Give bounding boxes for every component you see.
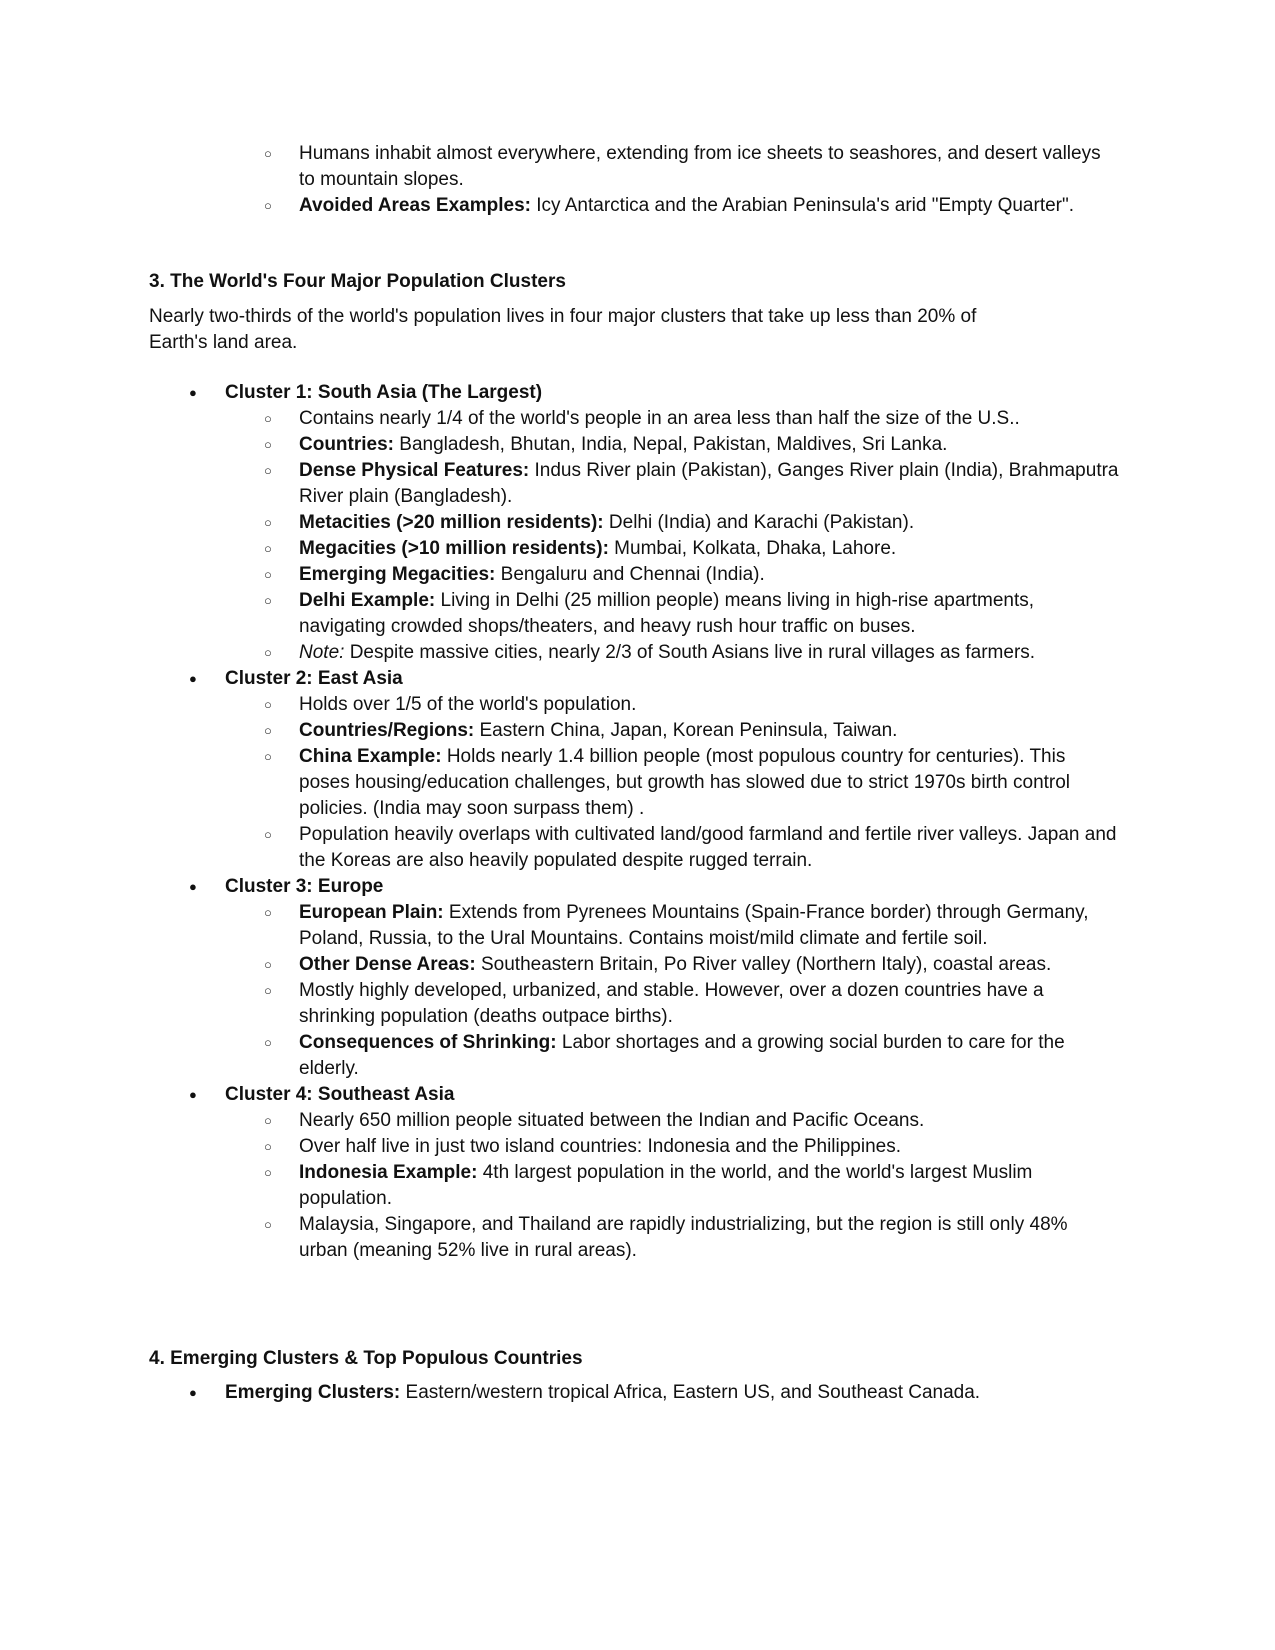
list-item: [299, 510, 1121, 536]
list-item: [299, 1134, 1121, 1160]
item-text: Nearly 650 million people situated between the Indian and Pacific Oceans.: [299, 1110, 925, 1131]
list-item: [299, 193, 1121, 219]
list-item: [299, 822, 1121, 874]
list-item: [299, 1160, 1121, 1212]
intro-paragraph: Nearly two-thirds of the world's population lives in four major clusters that take up less than 20% of Earth's land area.: [149, 306, 977, 353]
item-bold: Avoided Areas Examples:: [299, 195, 531, 216]
item-bold: Consequences of Shrinking:: [299, 1032, 557, 1053]
list-item: [299, 640, 1121, 666]
item-text: Icy Antarctica and the Arabian Peninsula's arid "Empty Quarter".: [530, 195, 1075, 216]
section-heading: 3. The World's Four Major Population Clusters: [149, 271, 566, 292]
cluster-item: [225, 666, 1275, 874]
list-item: [299, 406, 1121, 432]
list-item: [299, 900, 1121, 952]
item-bold: Other Dense Areas:: [299, 954, 476, 975]
cluster-sublist: [225, 1108, 1121, 1264]
list-item: [299, 1030, 1121, 1082]
list-item: [299, 718, 1121, 744]
item-text: Southeastern Britain, Po River valley (Northern Italy), coastal areas.: [475, 954, 1052, 975]
item-text: Living in Delhi (25 million people) means living in high-rise apartments, navigating crowded shops/theaters, and heavy rush hour traffic on buses.: [299, 590, 1035, 637]
item-bold: Countries/Regions:: [299, 720, 475, 741]
cluster-item: [225, 874, 1275, 1082]
item-text: Bengaluru and Chennai (India).: [495, 564, 765, 585]
item-text: Delhi (India) and Karachi (Pakistan).: [603, 512, 915, 533]
list-item: [299, 692, 1121, 718]
top-sublist: [0, 141, 1121, 219]
list-item: [299, 978, 1121, 1030]
item-bold: Emerging Clusters:: [225, 1382, 401, 1403]
item-text: Labor shortages and a growing social burden to care for the elderly.: [299, 1032, 1065, 1079]
item-text: Bangladesh, Bhutan, India, Nepal, Pakistan, Maldives, Sri Lanka.: [394, 434, 948, 455]
item-text: Holds nearly 1.4 billion people (most populous country for centuries). This poses housing/education challenges, but growth has slowed due to strict 1970s birth control policies. (India may soon surpass them) .: [299, 746, 1071, 819]
list-item: [299, 952, 1121, 978]
item-bold: Dense Physical Features:: [299, 460, 530, 481]
cluster-title: ● Cluster 3: Europe: [225, 874, 1275, 900]
list-item: [299, 536, 1121, 562]
list-item: [299, 744, 1121, 822]
section-4-list: [0, 1380, 1275, 1406]
item-text: Malaysia, Singapore, and Thailand are rapidly industrializing, but the region is still only 48% urban (meaning 52% live in rural areas).: [299, 1214, 1068, 1261]
list-item: [299, 141, 1121, 193]
item-text: Eastern/western tropical Africa, Eastern US, and Southeast Canada.: [400, 1382, 981, 1403]
bullet-line: [225, 1380, 1275, 1406]
item-text: Contains nearly 1/4 of the world's people in an area less than half the size of the U.S..: [299, 408, 1020, 429]
cluster-sublist: [225, 406, 1121, 666]
item-text: Over half live in just two island countries: Indonesia and the Philippines.: [299, 1136, 902, 1157]
cluster-item: [225, 1082, 1275, 1264]
item-text: Eastern China, Japan, Korean Peninsula, Taiwan.: [474, 720, 898, 741]
cluster-title: ● Cluster 1: South Asia (The Largest): [225, 380, 1275, 406]
item-bold: Countries:: [299, 434, 394, 455]
item-bold: Megacities (>10 million residents):: [299, 538, 609, 559]
cluster-item: [225, 380, 1275, 666]
item-text: Indus River plain (Pakistan), Ganges River plain (India), Brahmaputra River plain (Bangladesh).: [299, 460, 1119, 507]
item-bold: Metacities (>20 million residents):: [299, 512, 604, 533]
item-text: Extends from Pyrenees Mountains (Spain-France border) through Germany, Poland, Russia, to the Ural Mountains. Contains moist/mild climate and fertile soil.: [299, 902, 1089, 949]
list-item: [299, 1108, 1121, 1134]
item-text: Population heavily overlaps with cultivated land/good farmland and fertile river valleys. Japan and the Koreas are also heavily populated despite rugged terrain.: [299, 824, 1117, 871]
item-text: Holds over 1/5 of the world's population.: [299, 694, 637, 715]
cluster-sublist: [225, 692, 1121, 874]
list-item: [299, 458, 1121, 510]
item-bold: Indonesia Example:: [299, 1162, 478, 1183]
section-heading: 4. Emerging Clusters & Top Populous Countries: [149, 1348, 583, 1369]
list-item: [225, 1380, 1275, 1406]
item-italic: Note:: [299, 642, 345, 663]
item-text: 4th largest population in the world, and the world's largest Muslim population.: [299, 1162, 1033, 1209]
cluster-title: ● Cluster 4: Southeast Asia: [225, 1082, 1275, 1108]
item-text: Mostly highly developed, urbanized, and stable. However, over a dozen countries have a shrinking population (deaths outpace births).: [299, 980, 1044, 1027]
item-text: Despite massive cities, nearly 2/3 of South Asians live in rural villages as farmers.: [344, 642, 1036, 663]
item-text: Mumbai, Kolkata, Dhaka, Lahore.: [608, 538, 897, 559]
item-bold: China Example:: [299, 746, 442, 767]
list-item: [299, 562, 1121, 588]
item-bold: Emerging Megacities:: [299, 564, 496, 585]
list-item: [299, 432, 1121, 458]
section-3-intro: [0, 304, 1029, 356]
cluster-sublist: [225, 900, 1121, 1082]
item-bold: European Plain:: [299, 902, 444, 923]
list-item: [299, 588, 1121, 640]
item-text: Humans inhabit almost everywhere, extending from ice sheets to seashores, and desert valleys to mountain slopes.: [299, 143, 1101, 190]
cluster-title: ● Cluster 2: East Asia: [225, 666, 1275, 692]
section-3: [0, 269, 1069, 295]
list-item: [299, 1212, 1121, 1264]
section-4: [0, 1346, 1069, 1372]
cluster-list: [0, 380, 1275, 1264]
item-bold: Delhi Example:: [299, 590, 436, 611]
